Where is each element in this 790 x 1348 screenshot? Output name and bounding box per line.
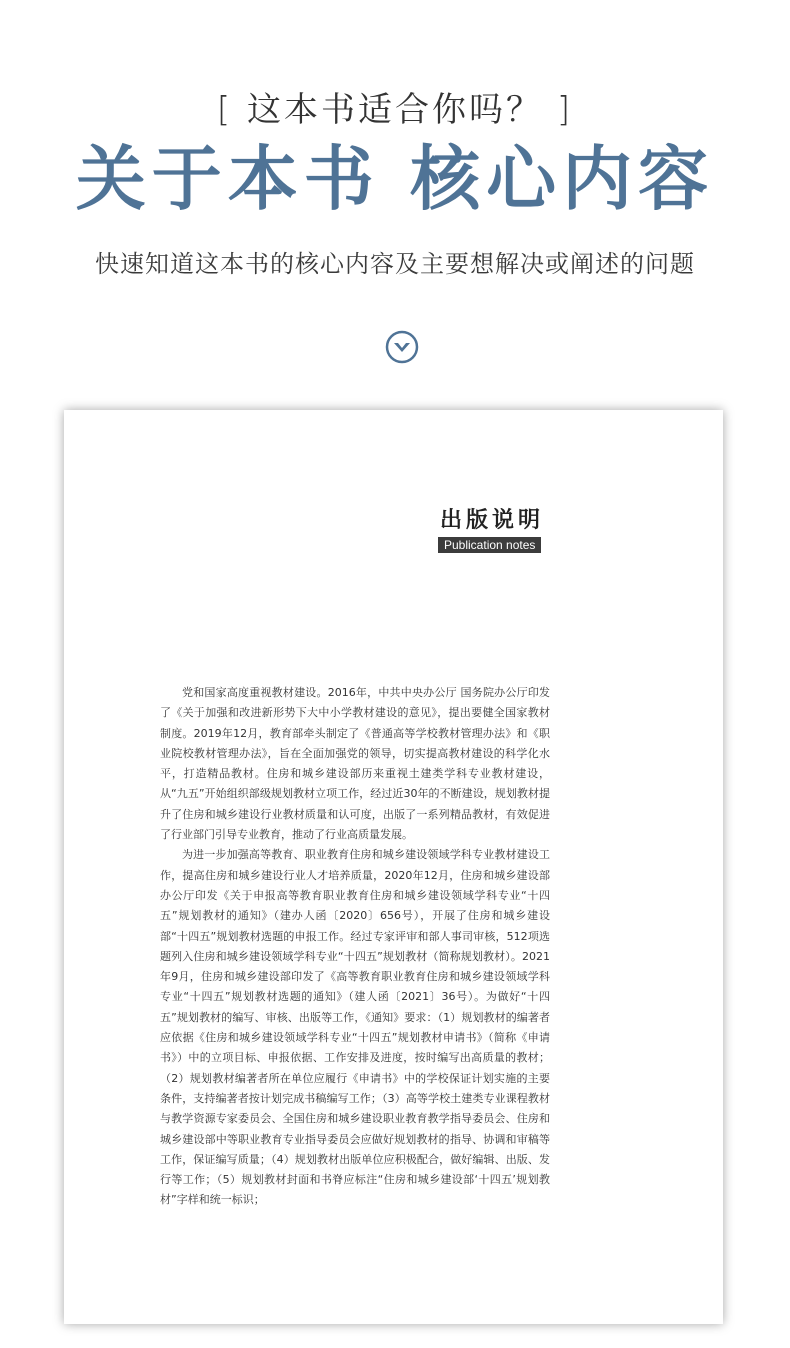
- header-question: [0, 82, 790, 131]
- question-text: 这本书适合你吗？: [247, 90, 543, 130]
- paragraph: 党和国家高度重视教材建设。2016年，中共中央办公厅 国务院办公厅印发了《关于加强和改进新形势下大中小学教材建设的意见》，提出要健全国家教材制度。2019年12月，教育部牵头制定了《普通高等学校教材管理办法》和《职业院校教材管理办法》，旨在全面加强党的领导，切实提高教材建设的科学化水平，打造精品教材。住房和城乡建设部历来重视土建类学科专业教材建设，从“九五”开始组织部级规划教材立项工作，经过近30年的不断建设，规划教材提升了住房和城乡建设行业教材质量和认可度，出版了一系列精品教材，有效促进了行业部门引导专业教育，推动了行业高质量发展。: [160, 686, 550, 842]
- chevron-down-circle-icon[interactable]: [385, 330, 419, 364]
- bracket-right: ]: [556, 90, 574, 130]
- section-title: 出版说明: [440, 508, 545, 533]
- section-heading: [438, 508, 548, 553]
- subtitle: 快速知道这本书的核心内容及主要想解决或阐述的问题: [95, 250, 695, 278]
- book-page: [64, 410, 723, 1324]
- body-text: [160, 683, 550, 1211]
- main-title: 关于本书 核心内容: [75, 137, 715, 220]
- bracket-left: [: [216, 90, 234, 130]
- paragraph: 为进一步加强高等教育、职业教育住房和城乡建设领域学科专业教材建设工作，提高住房和城乡建设行业人才培养质量，2020年12月，住房和城乡建设部办公厅印发《关于申报高等教育职业教育住房和城乡建设领域学科专业“十四五”规划教材的通知》（建办人函〔2020〕656号），开展了住房和城乡建设部“十四五”规划教材选题的申报工作。经过专家评审和部人事司审核，512项选题列入住房和城乡建设领域学科专业“十四五”规划教材（简称规划教材）。2021年9月，住房和城乡建设部印发了《高等教育职业教育住房和城乡建设领域学科专业“十四五”规划教材选题的通知》（建人函〔2021〕36号）。为做好“十四五”规划教材的编写、审核、出版等工作，《通知》要求：（1）规划教材的编著者应依据《住房和城乡建设领域学科专业“十四五”规划教材申请书》（简称《申请书》）中的立项目标、申报依据、工作安排及进度，按时编写出高质量的教材；（2）规划教材编著者所在单位应履行《申请书》中的学校保证计划实施的主要条件，支持编著者按计划完成书稿编写工作；（3）高等学校土建类专业课程教材与教学资源专家委员会、全国住房和城乡建设职业教育教学指导委员会、住房和城乡建设部中等职业教育专业指导委员会应做好规划教材的指导、协调和审稿等工作，保证编写质量；（4）规划教材出版单位应积极配合，做好编辑、出版、发行等工作；（5）规划教材封面和书脊应标注“住房和城乡建设部‘十四五’规划教材”字样和统一标识；: [160, 848, 550, 1207]
- section-subtitle: Publication notes: [438, 537, 541, 553]
